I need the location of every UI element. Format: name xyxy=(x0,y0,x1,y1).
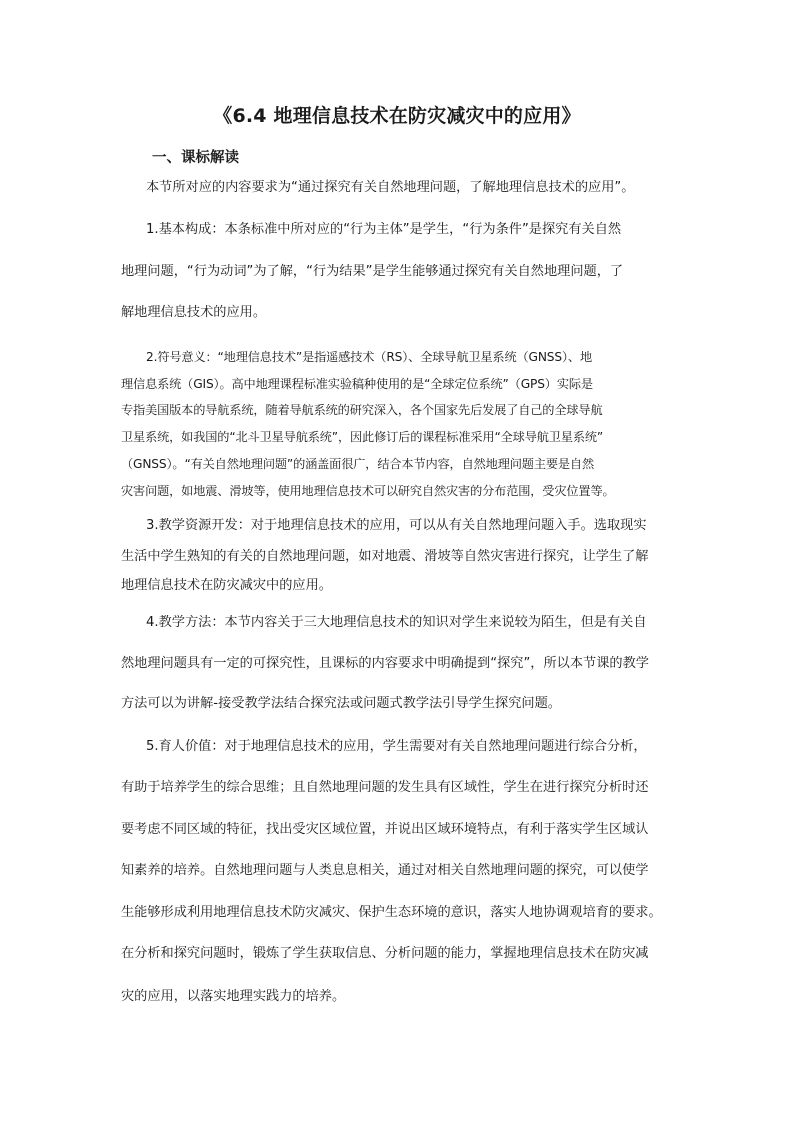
paragraph-2-line-3: 专指美国版本的导航系统，随着导航系统的研究深入，各个国家先后发展了自己的全球导航 xyxy=(121,403,603,417)
paragraph-5-line-5: 生能够形成利用地理信息技术防灾减灾、保护生态环境的意识，落实人地协调观培育的要求。 xyxy=(121,905,662,920)
document-title: 《6.4 地理信息技术在防灾减灾中的应用》 xyxy=(213,105,581,127)
paragraph-5-line-4: 知素养的培养。自然地理问题与人类息息相关，通过对相关自然地理问题的探究，可以使学 xyxy=(121,863,649,878)
paragraph-1-line-1: 1.基本构成：本条标准中所对应的“行为主体”是学生，“行为条件”是探究有关自然 xyxy=(146,222,622,237)
paragraph-2-line-4: 卫星系统，如我国的“北斗卫星导航系统”，因此修订后的课程标准采用“全球导航卫星系统” xyxy=(121,430,604,444)
paragraph-3-line-2: 生活中学生熟知的有关的自然地理问题，如对地震、滑坡等自然灾害进行探究，让学生了解 xyxy=(121,549,649,564)
paragraph-2-line-5: （GNSS）。“有关自然地理问题”的涵盖面很广，结合本节内容，自然地理问题主要是自然 xyxy=(121,457,595,471)
paragraph-5-line-7: 灾的应用，以落实地理实践力的培养。 xyxy=(121,989,346,1004)
paragraph-4-line-2: 然地理问题具有一定的可探究性，且课标的内容要求中明确提到“探究”，所以本节课的教学 xyxy=(121,656,649,671)
paragraph-1-line-3: 解地理信息技术的应用。 xyxy=(121,305,267,320)
paragraph-4-line-1: 4.教学方法：本节内容关于三大地理信息技术的知识对学生来说较为陌生，但是有关自 xyxy=(146,615,647,630)
paragraph-5-line-3: 要考虑不同区域的特征，找出受灾区域位置，并说出区域环境特点，有利于落实学生区域认 xyxy=(121,822,649,837)
paragraph-3-line-1: 3.教学资源开发：对于地理信息技术的应用，可以从有关自然地理问题入手。选取现实 xyxy=(146,518,647,533)
paragraph-3-line-3: 地理信息技术在防灾减灾中的应用。 xyxy=(121,578,332,593)
paragraph-4-line-3: 方法可以为讲解-接受教学法结合探究法或问题式教学法引导学生探究问题。 xyxy=(121,696,561,711)
paragraph-2-line-2: 理信息系统（GIS）。高中地理课程标准实验稿种使用的是“全球定位系统”（GPS）实际是 xyxy=(121,377,593,391)
paragraph-5-line-1: 5.育人价值：对于地理信息技术的应用，学生需要对有关自然地理问题进行综合分析， xyxy=(146,739,647,754)
paragraph-2-line-6: 灾害问题，如地震、滑坡等，使用地理信息技术可以研究自然灾害的分布范围，受灾位置等。 xyxy=(121,484,615,498)
intro-line: 本节所对应的内容要求为“通过探究有关自然地理问题，了解地理信息技术的应用”。 xyxy=(146,180,635,195)
paragraph-5-line-6: 在分析和探究问题时，锻炼了学生获取信息、分析问题的能力，掌握地理信息技术在防灾减 xyxy=(121,946,649,961)
section-heading: 一、课标解读 xyxy=(152,150,239,166)
paragraph-1-line-2: 地理问题，“行为动词”为了解，“行为结果”是学生能够通过探究有关自然地理问题，了 xyxy=(121,264,624,279)
paragraph-5-line-2: 有助于培养学生的综合思维；且自然地理问题的发生具有区域性，学生在进行探究分析时还 xyxy=(121,780,649,795)
paragraph-2-line-1: 2.符号意义：“地理信息技术”是指遥感技术（RS）、全球导航卫星系统（GNSS）、地 xyxy=(146,350,592,364)
